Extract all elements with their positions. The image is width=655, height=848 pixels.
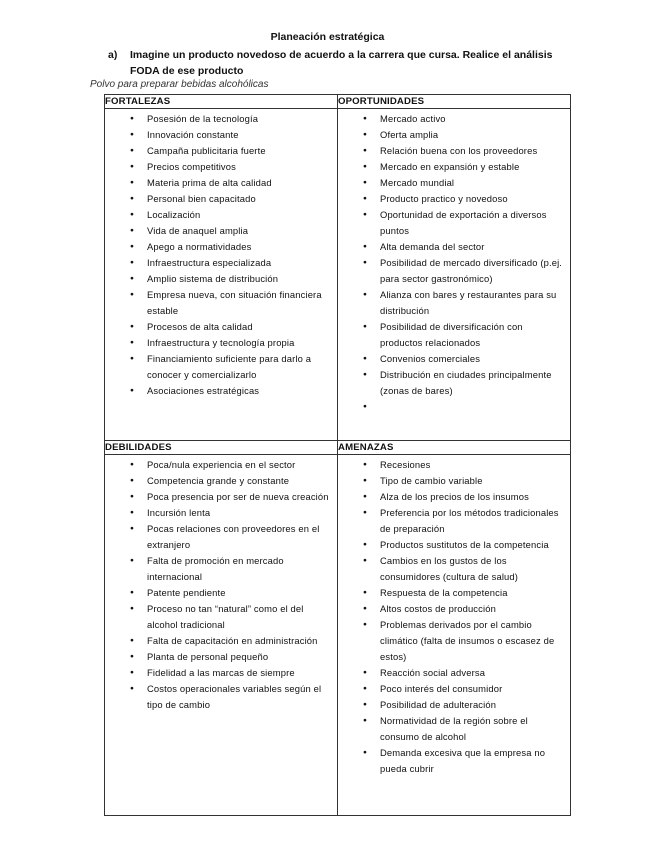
list-item: ● Convenios comerciales [338, 351, 566, 367]
list-item: ● Planta de personal pequeño [105, 649, 333, 665]
list-item: ● Mercado en expansión y estable [338, 159, 566, 175]
foda-table [104, 94, 571, 816]
list-item [338, 399, 566, 415]
fortalezas-cell [105, 109, 338, 441]
list-item: ● Poca/nula experiencia en el sector [105, 457, 333, 473]
list-item: ● Alta demanda del sector [338, 239, 566, 255]
list-item: ● Oferta amplia [338, 127, 566, 143]
list-item: ● Normatividad de la región sobre el consumo de alcohol [338, 713, 566, 745]
list-item: ● Preferencia por los métodos tradicionales de preparación [338, 505, 566, 537]
list-item: ● Alza de los precios de los insumos [338, 489, 566, 505]
amenazas-cell [338, 455, 571, 816]
list-item: ● Personal bien capacitado [105, 191, 333, 207]
oportunidades-heading: OPORTUNIDADES [338, 95, 571, 109]
question-marker: a) [108, 49, 118, 61]
list-item: ● Tipo de cambio variable [338, 473, 566, 489]
debilidades-heading: DEBILIDADES [105, 441, 338, 455]
list-item: ● Demanda excesiva que la empresa no pueda cubrir [338, 745, 566, 777]
list-item: ● Falta de promoción en mercado internacional [105, 553, 333, 585]
list-item: ● Problemas derivados por el cambio climático (falta de insumos o escasez de estos) [338, 617, 566, 665]
list-item: ● Respuesta de la competencia [338, 585, 566, 601]
list-item: ● Materia prima de alta calidad [105, 175, 333, 191]
list-item: ● Posesión de la tecnología [105, 111, 333, 127]
foda-content-row-bottom [105, 455, 571, 816]
list-item: ● Precios competitivos [105, 159, 333, 175]
list-item: ● Alianza con bares y restaurantes para su distribución [338, 287, 566, 319]
list-item: ● Posibilidad de adulteración [338, 697, 566, 713]
product-subtitle: Polvo para preparar bebidas alcohólicas [90, 79, 269, 90]
list-item: ● Producto practico y novedoso [338, 191, 566, 207]
list-item: ● Procesos de alta calidad [105, 319, 333, 335]
list-item: ● Asociaciones estratégicas [105, 383, 333, 399]
list-item: ● Competencia grande y constante [105, 473, 333, 489]
list-item: ● Campaña publicitaria fuerte [105, 143, 333, 159]
foda-header-row-bottom [105, 441, 571, 455]
foda-header-row-top [105, 95, 571, 109]
list-item: ● Financiamiento suficiente para darlo a conocer y comercializarlo [105, 351, 333, 383]
oportunidades-cell [338, 109, 571, 441]
list-item: ● Mercado activo [338, 111, 566, 127]
list-item: ● Cambios en los gustos de los consumidores (cultura de salud) [338, 553, 566, 585]
list-item: ● Patente pendiente [105, 585, 333, 601]
list-item: ● Posibilidad de mercado diversificado (p.ej. para sector gastronómico) [338, 255, 566, 287]
list-item: ● Poca presencia por ser de nueva creación [105, 489, 333, 505]
list-item: ● Proceso no tan “natural” como el del alcohol tradicional [105, 601, 333, 633]
debilidades-cell [105, 455, 338, 816]
list-item: ● Fidelidad a las marcas de siempre [105, 665, 333, 681]
list-item: ● Apego a normatividades [105, 239, 333, 255]
amenazas-list [338, 455, 570, 777]
list-item: ● Amplio sistema de distribución [105, 271, 333, 287]
list-item: ● Infraestructura especializada [105, 255, 333, 271]
list-item: ● Costos operacionales variables según el tipo de cambio [105, 681, 333, 713]
fortalezas-list [105, 109, 337, 399]
list-item: ● Pocas relaciones con proveedores en el extranjero [105, 521, 333, 553]
list-item: ● Vida de anaquel amplia [105, 223, 333, 239]
list-item: ● Falta de capacitación en administración [105, 633, 333, 649]
foda-content-row-top [105, 109, 571, 441]
list-item: ● Productos sustitutos de la competencia [338, 537, 566, 553]
list-item: ● Relación buena con los proveedores [338, 143, 566, 159]
list-item: ● Recesiones [338, 457, 566, 473]
list-item: ● Oportunidad de exportación a diversos puntos [338, 207, 566, 239]
list-item: ● Altos costos de producción [338, 601, 566, 617]
list-item: ● Posibilidad de diversificación con productos relacionados [338, 319, 566, 351]
amenazas-heading: AMENAZAS [338, 441, 571, 455]
oportunidades-list [338, 109, 570, 415]
list-item: ● Mercado mundial [338, 175, 566, 191]
list-item: ● Empresa nueva, con situación financiera estable [105, 287, 333, 319]
question-text: Imagine un producto novedoso de acuerdo a la carrera que cursa. Realice el análisis FODA de ese producto [130, 49, 553, 77]
debilidades-list [105, 455, 337, 713]
list-item: ● Localización [105, 207, 333, 223]
list-item: ● Incursión lenta [105, 505, 333, 521]
list-item: ● Reacción social adversa [338, 665, 566, 681]
document-title: Planeación estratégica [270, 31, 385, 43]
question [108, 47, 578, 79]
list-item: ● Distribución en ciudades principalmente (zonas de bares) [338, 367, 566, 399]
list-item: ● Innovación constante [105, 127, 333, 143]
list-item: ● Infraestructura y tecnología propia [105, 335, 333, 351]
fortalezas-heading: FORTALEZAS [105, 95, 338, 109]
list-item: ● Poco interés del consumidor [338, 681, 566, 697]
